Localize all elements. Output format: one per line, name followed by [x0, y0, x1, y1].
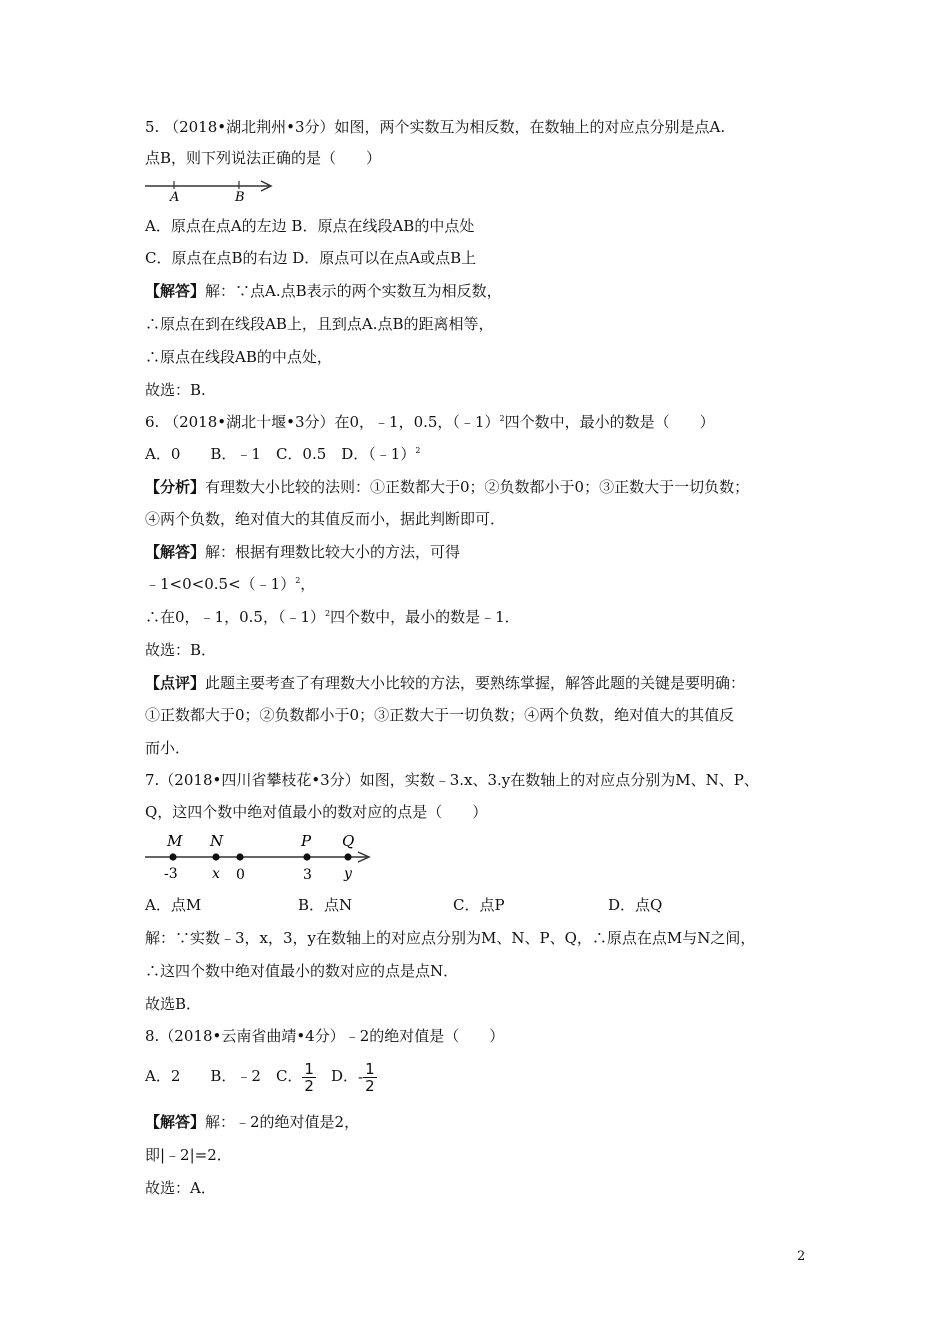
q7-stem-line2: Q，这四个数中绝对值最小的数对应的点是（ ）: [145, 803, 488, 821]
q6-analysis-tag: 【分析】: [145, 478, 206, 496]
q8-solution-line1: 【解答】解：﹣2的绝对值是2，: [145, 1113, 360, 1131]
q5-options-line1: A．原点在点A的左边 B．原点在线段AB的中点处: [145, 217, 475, 235]
q7-answer: 故选B．: [145, 995, 202, 1013]
q6-comment-line3: 而小．: [145, 739, 191, 757]
q6-analysis-line2: ④两个负数，绝对值大的其值反而小，据此判断即可．: [145, 510, 506, 528]
q5-answer: 故选：B.: [145, 381, 206, 399]
q8-solution-line2: 即|﹣2|=2．: [145, 1146, 232, 1164]
q5-answer-tag: 【解答】: [145, 282, 206, 300]
q7-solution-line2: ∴这四个数中绝对值最小的数对应的点是点N．: [145, 962, 459, 980]
q6-answer: 故选：B．: [145, 641, 217, 659]
q6-comment-line2: ①正数都大于0；②负数都小于0；③正数大于一切负数；④两个负数，绝对值大的其值反: [145, 706, 735, 724]
q7-stem-line1: 7.（2018•四川省攀枝花•3分）如图，实数﹣3.x、3.y在数轴上的对应点分别为M、N、P、: [145, 771, 759, 789]
q6-comment-line1: 【点评】此题主要考查了有理数大小比较的方法，要熟练掌握，解答此题的关键是要明确：: [145, 674, 746, 692]
q5-solution-line1: 【解答】解：∵点A.点B表示的两个实数互为相反数，: [145, 282, 502, 300]
q8-fraction-d: $\frac{1}{2}$: [365, 1059, 375, 1095]
q6-answer-tag: 【解答】: [145, 543, 206, 561]
q8-fraction-c: $\frac{1}{2}$: [304, 1059, 314, 1095]
q5-stem-line1: 5. （2018•湖北荆州•3分）如图，两个实数互为相反数，在数轴上的对应点分别是点A.: [145, 118, 726, 136]
q8-answer: 故选：A．: [145, 1179, 216, 1197]
q7-axis-label-p: P: [301, 832, 312, 850]
q7-axis-tick-x: x: [212, 866, 220, 882]
q7-axis-label-q: Q: [342, 832, 355, 850]
q7-axis-tick-3: 3: [303, 867, 312, 883]
q7-axis-label-m: M: [167, 832, 183, 850]
q5-options-line2: C．原点在点B的右边 D．原点可以在点A或点B上: [145, 249, 477, 267]
q5-solution-line2: ∴原点在到在线段AB上，且到点A.点B的距离相等，: [145, 315, 494, 333]
q7-option-c: C．点P: [453, 896, 505, 914]
q5-axis-label-a: A: [170, 190, 180, 204]
q6-solution-line3: ∴在0，﹣1，0.5，（﹣1）$^2$四个数中，最小的数是﹣1．: [145, 608, 520, 626]
q6-solution-line2: ﹣1<0<0.5<（﹣1）$^2$，: [145, 575, 316, 593]
q5-solution-line3: ∴原点在线段AB的中点处，: [145, 348, 332, 366]
q5-axis-label-b: B: [235, 190, 245, 204]
q7-axis-tick-y: y: [344, 866, 352, 882]
q6-analysis-line1: 【分析】有理数大小比较的法则：①正数都大于0；②负数都小于0；③正数大于一切负数；: [145, 478, 750, 496]
q7-axis-tick-0: 0: [236, 867, 245, 883]
q5-stem-line2: 点B，则下列说法正确的是（ ）: [145, 149, 382, 167]
q8-neg-sign: -: [358, 1068, 364, 1086]
q6-options: A．0 B．﹣1 C．0.5 D．（﹣1）$^2$: [145, 445, 421, 463]
page-number: 2: [797, 1249, 806, 1264]
q6-comment-tag: 【点评】: [145, 674, 206, 692]
q7-option-b: B．点N: [298, 896, 353, 914]
q6-stem: 6. （2018•湖北十堰•3分）在0，﹣1，0.5，（﹣1）$^2$四个数中，最小的数是（ ）: [145, 413, 715, 431]
q7-option-d: D．点Q: [608, 896, 663, 914]
q7-solution-line1: 解：∵实数﹣3，x，3，y在数轴上的对应点分别为M、N、P、Q，∴原点在点M与N之间，: [145, 929, 756, 947]
q7-axis-label-n: N: [210, 832, 224, 850]
q7-option-a: A．点M: [145, 896, 202, 914]
q8-stem: 8.（2018•云南省曲靖•4分）﹣2的绝对值是（ ）: [145, 1027, 505, 1045]
q8-answer-tag: 【解答】: [145, 1113, 206, 1131]
q7-number-line: [143, 828, 378, 884]
q5-number-line: [143, 176, 278, 204]
q6-solution-line1: 【解答】解：根据有理数比较大小的方法，可得: [145, 543, 461, 561]
q7-axis-tick-neg3: -3: [164, 866, 178, 882]
q8-options: A．2 B．﹣2 C． $\frac{1}{2}$ D．- $\frac{1}{2}$: [145, 1059, 375, 1095]
